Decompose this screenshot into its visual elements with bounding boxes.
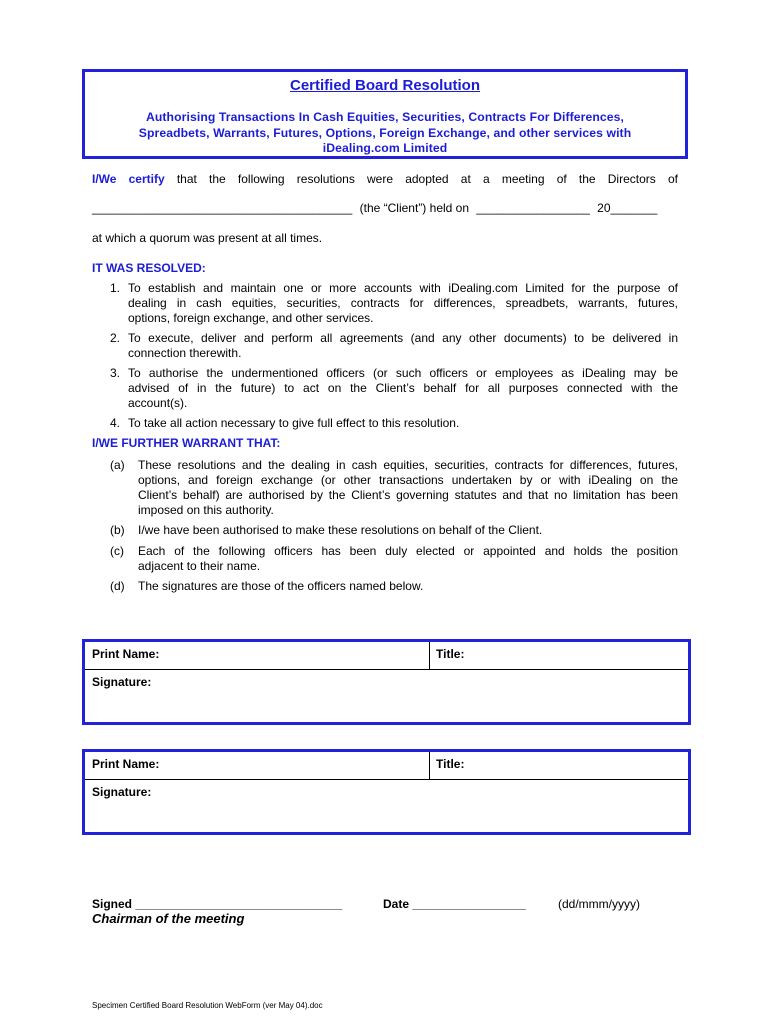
- document-title: Certified Board Resolution: [289, 77, 480, 94]
- meeting-date-blank[interactable]: _________________: [476, 201, 590, 215]
- resolved-item-1-line-3: options, foreign exchange, and other services.: [128, 311, 374, 325]
- warrant-item-c-line-1: Each of the following officers has been duly elected or appointed and holds the position: [138, 544, 678, 558]
- resolved-item-2-number: 2.: [110, 331, 121, 345]
- resolved-item-2-line-2: connection therewith.: [128, 346, 242, 360]
- resolved-item-1-number: 1.: [110, 281, 121, 295]
- resolved-item-3-line-2: advised of in the future) to act on the Client’s behalf for all purposes connected with the: [128, 381, 678, 395]
- title-box: [82, 69, 688, 159]
- signature-box-2: [82, 749, 691, 835]
- warrant-item-b-number: (b): [110, 523, 125, 537]
- signed-line[interactable]: Signed _______________________________: [92, 897, 343, 911]
- resolved-item-1: [128, 281, 678, 326]
- warrant-item-a: [138, 458, 678, 518]
- warrant-item-c-line-2: adjacent to their name.: [138, 559, 261, 573]
- signature-box-2-top-row: [85, 752, 688, 780]
- title-label[interactable]: Title:: [436, 647, 465, 661]
- warrant-item-a-line-3: Client’s behalf) are authorised by the Client’s governing statutes and that no limitation has been: [138, 488, 678, 502]
- year-blank[interactable]: _______: [610, 201, 658, 215]
- warrant-item-a-line-2: options, and foreign exchange (or other transactions undertaken by or with iDealing on the: [138, 473, 678, 487]
- print-name-label[interactable]: Print Name:: [92, 757, 160, 771]
- signature-box-1-top-row: [85, 642, 688, 670]
- quorum-text: at which a quorum was present at all times.: [92, 231, 323, 245]
- warrant-item-a-line-4: imposed on this authority.: [138, 503, 274, 517]
- date-format-hint: (dd/mmm/yyyy): [558, 897, 640, 911]
- client-line: [92, 201, 682, 216]
- warrant-item-d: The signatures are those of the officers named below.: [138, 579, 424, 593]
- document-subtitle: [95, 110, 675, 157]
- resolved-item-3-number: 3.: [110, 366, 121, 380]
- signature-label[interactable]: Signature:: [92, 785, 152, 799]
- subtitle-line-2: Spreadbets, Warrants, Futures, Options, Foreign Exchange, and other services with: [138, 125, 632, 140]
- resolved-item-3-line-3: account(s).: [128, 396, 188, 410]
- footer-filename: Specimen Certified Board Resolution WebForm (ver May 04).doc: [92, 1001, 323, 1010]
- signature-box-2-divider: [429, 752, 430, 779]
- certify-text: that the following resolutions were adopted at a meeting of the Directors of: [176, 172, 678, 186]
- resolved-item-2-line-1: To execute, deliver and perform all agreements (and any other documents) to be delivered in: [128, 331, 678, 345]
- warrant-item-a-number: (a): [110, 458, 125, 472]
- signature-label[interactable]: Signature:: [92, 675, 152, 689]
- certify-lead: I/We certify: [92, 172, 165, 186]
- resolved-item-4: To take all action necessary to give full effect to this resolution.: [128, 416, 460, 430]
- resolved-item-1-line-1: To establish and maintain one or more accounts with iDealing.com Limited for the purpose of: [128, 281, 678, 295]
- year-prefix: 20: [597, 201, 611, 215]
- warrant-item-c: [138, 544, 678, 574]
- certify-paragraph: [92, 172, 678, 187]
- warrant-item-b: I/we have been authorised to make these resolutions on behalf of the Client.: [138, 523, 543, 537]
- signature-box-1-divider: [429, 642, 430, 669]
- resolved-item-3-line-1: To authorise the undermentioned officers (or such officers or employees as iDealing may be: [128, 366, 678, 380]
- resolved-item-3: [128, 366, 678, 411]
- warrant-item-a-line-1: These resolutions and the dealing in cash equities, securities, contracts for differences, futures,: [138, 458, 678, 472]
- title-label[interactable]: Title:: [436, 757, 465, 771]
- warrant-item-d-number: (d): [110, 579, 125, 593]
- date-line[interactable]: Date _________________: [383, 897, 526, 911]
- resolved-heading: IT WAS RESOLVED:: [92, 261, 206, 275]
- resolved-item-4-number: 4.: [110, 416, 121, 430]
- resolved-item-1-line-2: dealing in cash equities, securities, contracts for differences, spreadbets, warrants, futures,: [128, 296, 678, 310]
- signature-box-1: [82, 639, 691, 725]
- subtitle-line-1: Authorising Transactions In Cash Equities, Securities, Contracts For Differences,: [145, 110, 625, 124]
- print-name-label[interactable]: Print Name:: [92, 647, 160, 661]
- client-name-blank[interactable]: _______________________________________: [92, 201, 353, 215]
- warrant-item-c-number: (c): [110, 544, 124, 558]
- warrant-heading: I/WE FURTHER WARRANT THAT:: [92, 436, 281, 450]
- resolved-item-2: [128, 331, 678, 361]
- chairman-caption: Chairman of the meeting: [92, 911, 245, 926]
- subtitle-line-3: iDealing.com Limited: [322, 141, 448, 155]
- client-text: (the “Client”) held on: [359, 201, 470, 215]
